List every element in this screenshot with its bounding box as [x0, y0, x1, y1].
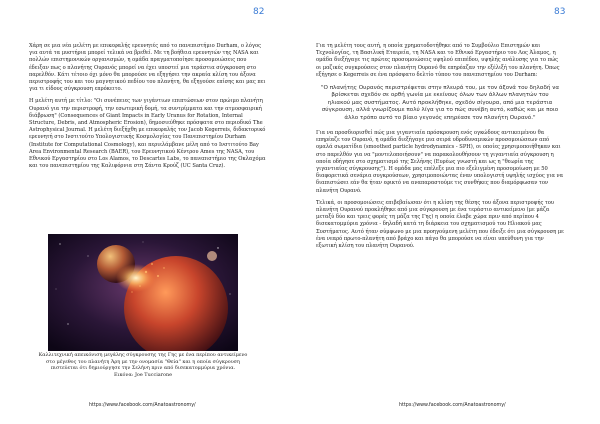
right-paragraph-4: Τελικά, οι προσομοιώσεις επιβεβαίωσαν ότι η κλίση της θέσης του άξονα περιστροφής του πλανήτη Ουρανού προκλήθηκε από μια σύγκρουση με ένα τεράστιο αντικείμενο (με μάζα μεταξύ δύο και τρεις φορές τη μάζα της Γης) η οποία έλαβε χώρα πριν από περίπου 4 δισεκατομμύρια χρόνια - δηλαδή κατά τη διάρκεια του σχηματισμού του Ηλιακού μας Συστήματος. Αυτό ήταν σύμφωνο με μια προηγούμενη μελέτη που έδειξε ότι μια σύγκρουση με ένα νεαρό πρωτο-πλανήτη από βράχο και πάγο θα μπορούσε να είναι υπεύθυνη για την εξωτική κλίση του πλανήτη Ουρανού. — [316, 199, 564, 250]
left-paragraph-1: Χάρη σε μια νέα μελέτη με επικεφαλής ερευνητές από το πανεπιστήμιο Durham, ο λόγος για αυτά τα μυστήρια μπορεί τελικά να βρεθεί. Με τη βοήθεια ερευνητών της NASA και πολλών επιστημονικών οργανισμών, η ομάδα πραγματοποίησε προσομοιώσεις που έδειξαν πως ο πλανήτης Ουρανός μπορεί να έχει υποστεί μια τεράστια σύγκρουση στο παρελθόν. Κάτι τέτοιο όχι μόνο θα μπορούσε να εξηγήσει την ακραία κλίση του άξονα περιστροφής του και του μαγνητικού πεδίου του πλανήτη, θα εξηγούσε επίσης και μας πει για τι είδους σύγκρουση επρόκειτο. — [29, 43, 266, 93]
page-number-right: 83 — [554, 7, 566, 17]
collision-illustration — [48, 234, 238, 351]
image-credit: Εικόνα: Joe Tucciarone — [113, 371, 173, 378]
right-paragraph-3: Για να προσδιορισθεί πώς μια γιγαντιαία πρόσκρουση ενός ογκώδους αντικειμένου θα επηρέαζε τον Ουρανό, η ομάδα διεξήγαγε μια σειρά υδροδυναμικών προσομοιώσεων από ομαλά σωματίδια (smoothed particle hydrodynamics - SPH), οι οποίες χρησιμοποιήθηκαν και στο παρελθόν για να "μοντελοποιήσουν" να παρακολουθήσουν τη γιγαντιαία σύγκρουση η οποία οδήγησε στο σχηματισμό της Σελήνης (Ευρέως γνωστή και ως η "θεωρία της γιγαντιαίας σύγκρουσης"). Η ομάδα μας επέλεξε μια πιο εξελιγμένη προσομοίωση με 50 διαφορετικά σενάρια συγκρούσεων, χρησιμοποιώντας έναν υπολογιστή υψηλής ισχύος για να διαπιστώσει εάν θα ήταν εφικτό να αναπαραστούμε τις συνθήκες που διαμόρφωσαν τον πλανήτη Ουρανό. — [316, 130, 564, 194]
collision-illustration-art — [48, 234, 238, 351]
left-text-column — [29, 43, 267, 175]
right-page — [300, 0, 600, 424]
page-number-left: 82 — [253, 7, 265, 17]
footer-link-left[interactable]: https://www.facebook.com/Anatoastronomy/ — [89, 403, 196, 408]
right-text-column — [316, 43, 564, 255]
kegerreis-quote: "Ο πλανήτης Ουρανός περιστρέφεται στην πλευρά του, με τον άξονά του δηλαδή να βρίσκεται σχεδόν σε ορθή γωνία με εκείνους όλων των άλλων πλανητών του ηλιακού μας συστήματος. Αυτό προκλήθηκε, σχεδόν σίγουρα, από μια τεράστια σύγκρουση, αλλά γνωρίζουμε πολύ λίγα για το πώς συνέβη αυτό, καθώς και με ποιο άλλο τρόπο αυτό το βίαιο γεγονός επηρέασε τον πλανήτη Ουρανό." — [320, 85, 560, 121]
footer-link-right[interactable]: https://www.facebook.com/Anatoastronomy/ — [399, 403, 506, 408]
left-paragraph-2: Η μελέτη αυτή με τίτλο: "Οι συνέπειες των γιγάντιων επιπτώσεων στον πρώιμο πλανήτη Ουρανό για την περιστροφή, την εσωτερική δομή, τα συντρίμματα και την ατμοσφαιρική διάβρωση" (Consequences of Giant Impacts in Early Uranus for Rotation, Internal Structure, Debris, and Atmospheric Erosion), δημοσιεύθηκε πρόσφατα στο περιοδικό The Astrophysical Journal. Η μελέτη διεξήχθη με επικεφαλής τον Jacob Kegerreis, διδακτορικό ερευνητή στο Ινστιτούτο Υπολογιστικής Κοσμολογίας του Πανεπιστημίου Durham (Institute for Computational Cosmology), και περιελάμβανε μέλη από το Ινστιτούτο Bay Area Environmental Research (BAER), του Ερευνητικού Κέντρου Ames της NASA, του Εθνικού Εργαστηρίου στο Los Alamos, το Descartes Labs, το πανεπιστήμιο της Οκλαχόμα και του πανεπιστημίου της Καλιφόρνια στη Σάντα Κρούζ (UC Santa Cruz). — [29, 98, 266, 170]
right-paragraph-1: Για τη μελέτη τους αυτή, η οποία χρηματοδοτήθηκε από το Συμβούλιο Επιστημών και Τεχνολογίας, τη Βασιλική Εταιρεία, τη NASA και το Εθνικό Εργαστήριο του Λος Άλαμος, η ομάδα διεξήγαγε τις πρώτες προσομοιώσεις υψηλού επιπέδου, υψηλής ανάλυσης για το πώς οι μαζικές συγκρούσεις στον πλανήτη Ουρανό θα επηρέαζαν την εξέλιξή του πλανήτη. Όπως εξήγησε ο Kegerreis σε ένα πρόσφατο δελτίο τύπου του πανεπιστημίου του Durham: — [316, 43, 560, 78]
caption-text: Καλλιτεχνική απεικόνιση μεγάλης σύγκρουσης της Γης με ένα περίπου αντικείμενο στο μέγεθος του πλανήτη Άρη με την ονομασία "Θεία" και η οποία σύγκρουση πιστεύεται ότι δημιούργησε την Σελήνη πριν από δισεκατομμύρια χρόνια. — [38, 352, 248, 372]
figure-caption — [36, 352, 250, 378]
